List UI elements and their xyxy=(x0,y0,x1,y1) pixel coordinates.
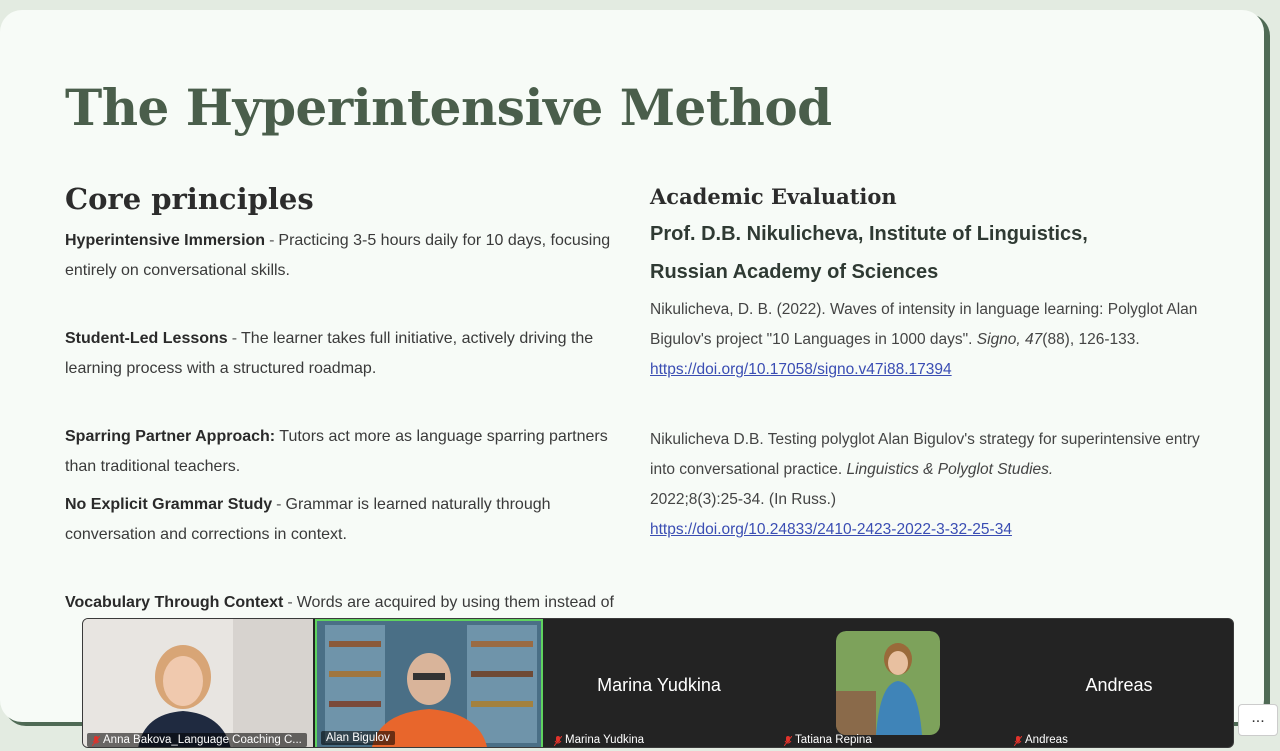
participant-name-label: Andreas xyxy=(1009,733,1073,747)
principle-item: Hyperintensive Immersion - Practicing 3-5 hours daily for 10 days, focusing entirely on conversational skills. xyxy=(65,232,611,279)
participant-tile[interactable] xyxy=(775,619,1005,748)
principle-text: The learner takes full initiative, actively driving the learning process with a structured roadmap. xyxy=(65,330,594,377)
principle-term: Sparring Partner Approach: xyxy=(65,428,276,445)
doi-link[interactable]: https://doi.org/10.17058/signo.v47i88.17394 xyxy=(650,361,952,378)
core-principles-column xyxy=(65,182,625,618)
presentation-slide xyxy=(0,10,1264,722)
participant-name-label: Tatiana Repina xyxy=(779,733,877,747)
principle-text: Practicing 3-5 hours daily for 10 days, focusing entirely on conversational skills. xyxy=(65,232,611,279)
participant-tile-active-speaker[interactable] xyxy=(315,619,543,748)
academic-evaluation-column xyxy=(650,184,1220,545)
mic-muted-icon xyxy=(784,736,792,746)
reference-2: Nikulicheva D.B. Testing polyglot Alan Bigulov's strategy for superintensive entry into conversational practice. Linguistics & Polyglot Studies. 2022;8(3):25-34. (In Russ.) https://doi.org/10.24833/2410-2423-2022-3-32-25-34 xyxy=(650,431,1200,538)
mic-muted-icon xyxy=(554,736,562,746)
mic-muted-icon xyxy=(1014,736,1022,746)
more-options-button[interactable]: ... xyxy=(1238,704,1278,736)
reference-1: Nikulicheva, D. B. (2022). Waves of intensity in language learning: Polyglot Alan Bigulov's project "10 Languages in 1000 days". Signo, 47(88), 126-133. https://doi.org/10.17058/signo.v47i88.17394 xyxy=(650,301,1198,378)
academic-evaluation-heading: Academic Evaluation xyxy=(650,184,897,209)
principle-term: Student-Led Lessons xyxy=(65,330,228,347)
professor-affiliation: Prof. D.B. Nikulicheva, Institute of Linguistics, Russian Academy of Sciences xyxy=(650,223,1088,283)
participant-video-avatar xyxy=(83,619,313,748)
doi-link[interactable]: https://doi.org/10.24833/2410-2423-2022-3-32-25-34 xyxy=(650,521,1012,538)
participant-tile[interactable] xyxy=(1005,619,1233,748)
journal-name: Linguistics & Polyglot Studies. xyxy=(846,461,1054,478)
principle-term: Hyperintensive Immersion xyxy=(65,232,266,249)
participant-tile[interactable] xyxy=(83,619,313,748)
participant-photo-avatar xyxy=(836,631,940,735)
principle-text: Grammar is learned naturally through conversation and corrections in context. xyxy=(65,496,551,543)
principle-text: Tutors act more as language sparring partners than traditional teachers. xyxy=(65,428,608,475)
principle-term: Vocabulary Through Context xyxy=(65,594,284,611)
principle-term: No Explicit Grammar Study xyxy=(65,496,273,513)
participant-tile[interactable] xyxy=(545,619,773,748)
participants-video-strip xyxy=(82,618,1234,748)
slide-title: The Hyperintensive Method xyxy=(65,78,832,137)
principle-item: Student-Led Lessons - The learner takes full initiative, actively driving the learning process with a structured roadmap. xyxy=(65,330,594,377)
mic-muted-icon xyxy=(92,736,100,746)
principle-item: Vocabulary Through Context - Words are acquired by using them instead of xyxy=(65,594,614,611)
participant-display-name: Andreas xyxy=(1085,675,1153,695)
participant-video-avatar xyxy=(317,621,541,747)
participant-name-label: Anna Bakova_Language Coaching C... xyxy=(87,733,307,747)
journal-name: Signo, 47 xyxy=(976,331,1043,348)
principle-item xyxy=(65,422,625,482)
participant-name-label: Marina Yudkina xyxy=(549,733,649,747)
participant-name-label: Alan Bigulov xyxy=(321,731,395,745)
principle-item: No Explicit Grammar Study - Grammar is learned naturally through conversation and corrections in context. xyxy=(65,496,551,543)
core-principles-heading: Core principles xyxy=(65,182,314,216)
participant-display-name: Marina Yudkina xyxy=(597,675,721,695)
principle-text: Words are acquired by using them instead of xyxy=(296,594,614,611)
